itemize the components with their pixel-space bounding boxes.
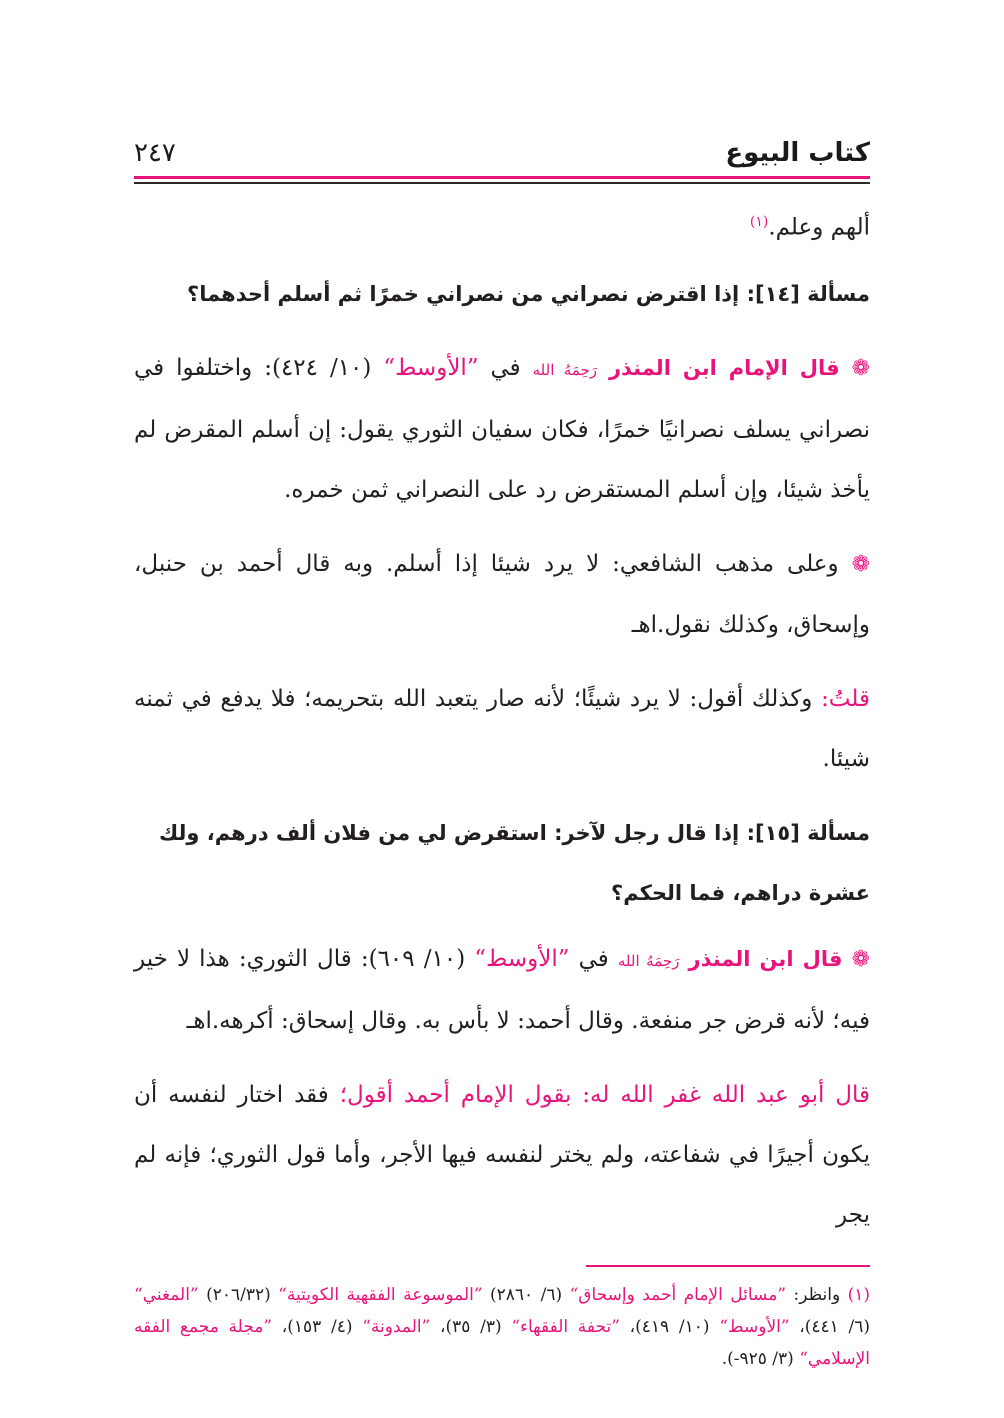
flower-ornament-icon: ❁ [851,551,871,577]
page-number: ٢٤٧ [134,138,176,168]
intro-line: ألهم وعلم.$^{(١)}$ [749,214,870,241]
question-14 [134,264,870,324]
paragraph-ibn-almundhir-2: ❁ قال ابن المنذر رَحِمَهُ الله في ”الأوسط“ (١٠/ ٦٠٩): قال الثوري: هذا لا خير فيه؛ لأنه قرض جر منفعة. وقال أحمد: لا بأس به. وقال إسحاق: أكرهه.اهـ [134,945,870,1034]
footnote-number: (١) [847,1284,871,1305]
question-label: مسألة [١٤]: [746,281,870,306]
footnote-ref[interactable]: (١) [749,214,769,230]
paragraph-qultu: قلتُ: وكذلك أقول: لا يرد شيئًا؛ لأنه صار يتعبد الله بتحريمه؛ فلا يدفع في ثمنه شيئا. [134,685,871,772]
footnote-separator [586,1265,870,1267]
paragraph-ibn-almundhir-1: ❁ قال الإمام ابن المنذر رَحِمَهُ الله في ”الأوسط“ (١٠/ ٤٢٤): واختلفوا في نصراني يسلف نصرانيًا خمرًا، فكان سفيان الثوري يقول: إن أسلم المقرض لم يأخذ شيئا، وإن أسلم المستقرض رد على النصراني ثمن خمره. [134,354,871,503]
paragraph-shafii: ❁ وعلى مذهب الشافعي: لا يرد شيئا إذا أسلم. وبه قال أحمد بن حنبل، وإسحاق، وكذلك نقول.اهـ [134,550,871,638]
footnote: (١) وانظر: ”مسائل الإمام أحمد وإسحاق“ (٦/ ٢٨٦٠) ”الموسوعة الفقهية الكويتية“ (٢٠٦/٣٢) ”المغني“ (٦/ ٤٤١)، ”الأوسط“ (١٠/ ٤١٩)، ”تحفة الفقهاء“ (٣/ ٣٥)، ”المدونة“ (٤/ ١٥٣)، ”مجلة مجمع الفقه الإسلامي“ (٣/ ٩٢٥-). [134,1284,871,1369]
paragraph-abu-abdillah: قال أبو عبد الله غفر الله له: بقول الإمام أحمد أقول؛ فقد اختار لنفسه أن يكون أجيرًا في شفاعته، ولم يختر لنفسه فيها الأجر، وأما قول الثوري؛ فإنه لم يجر [134,1081,870,1228]
running-header [134,128,870,168]
flower-ornament-icon: ❁ [851,946,870,972]
flower-ornament-icon: ❁ [851,355,871,381]
book-page [134,128,870,1375]
header-rule-dark [134,182,870,184]
question-text: إذا قال رجل لآخر: استقرض لي من فلان ألف درهم، ولك [158,820,740,845]
header-rule-pink [134,176,870,179]
chapter-title: كتاب البيوع [725,138,870,168]
question-15: مسألة [١٥]: إذا قال رجل لآخر: استقرض لي من فلان ألف درهم، ولك عشرة دراهم، فما الحكم؟ [158,820,870,905]
question-label: مسألة [١٥]: [746,820,870,845]
question-text: إذا اقترض نصراني من نصراني خمرًا ثم أسلم أحدهما؟ [187,281,740,306]
